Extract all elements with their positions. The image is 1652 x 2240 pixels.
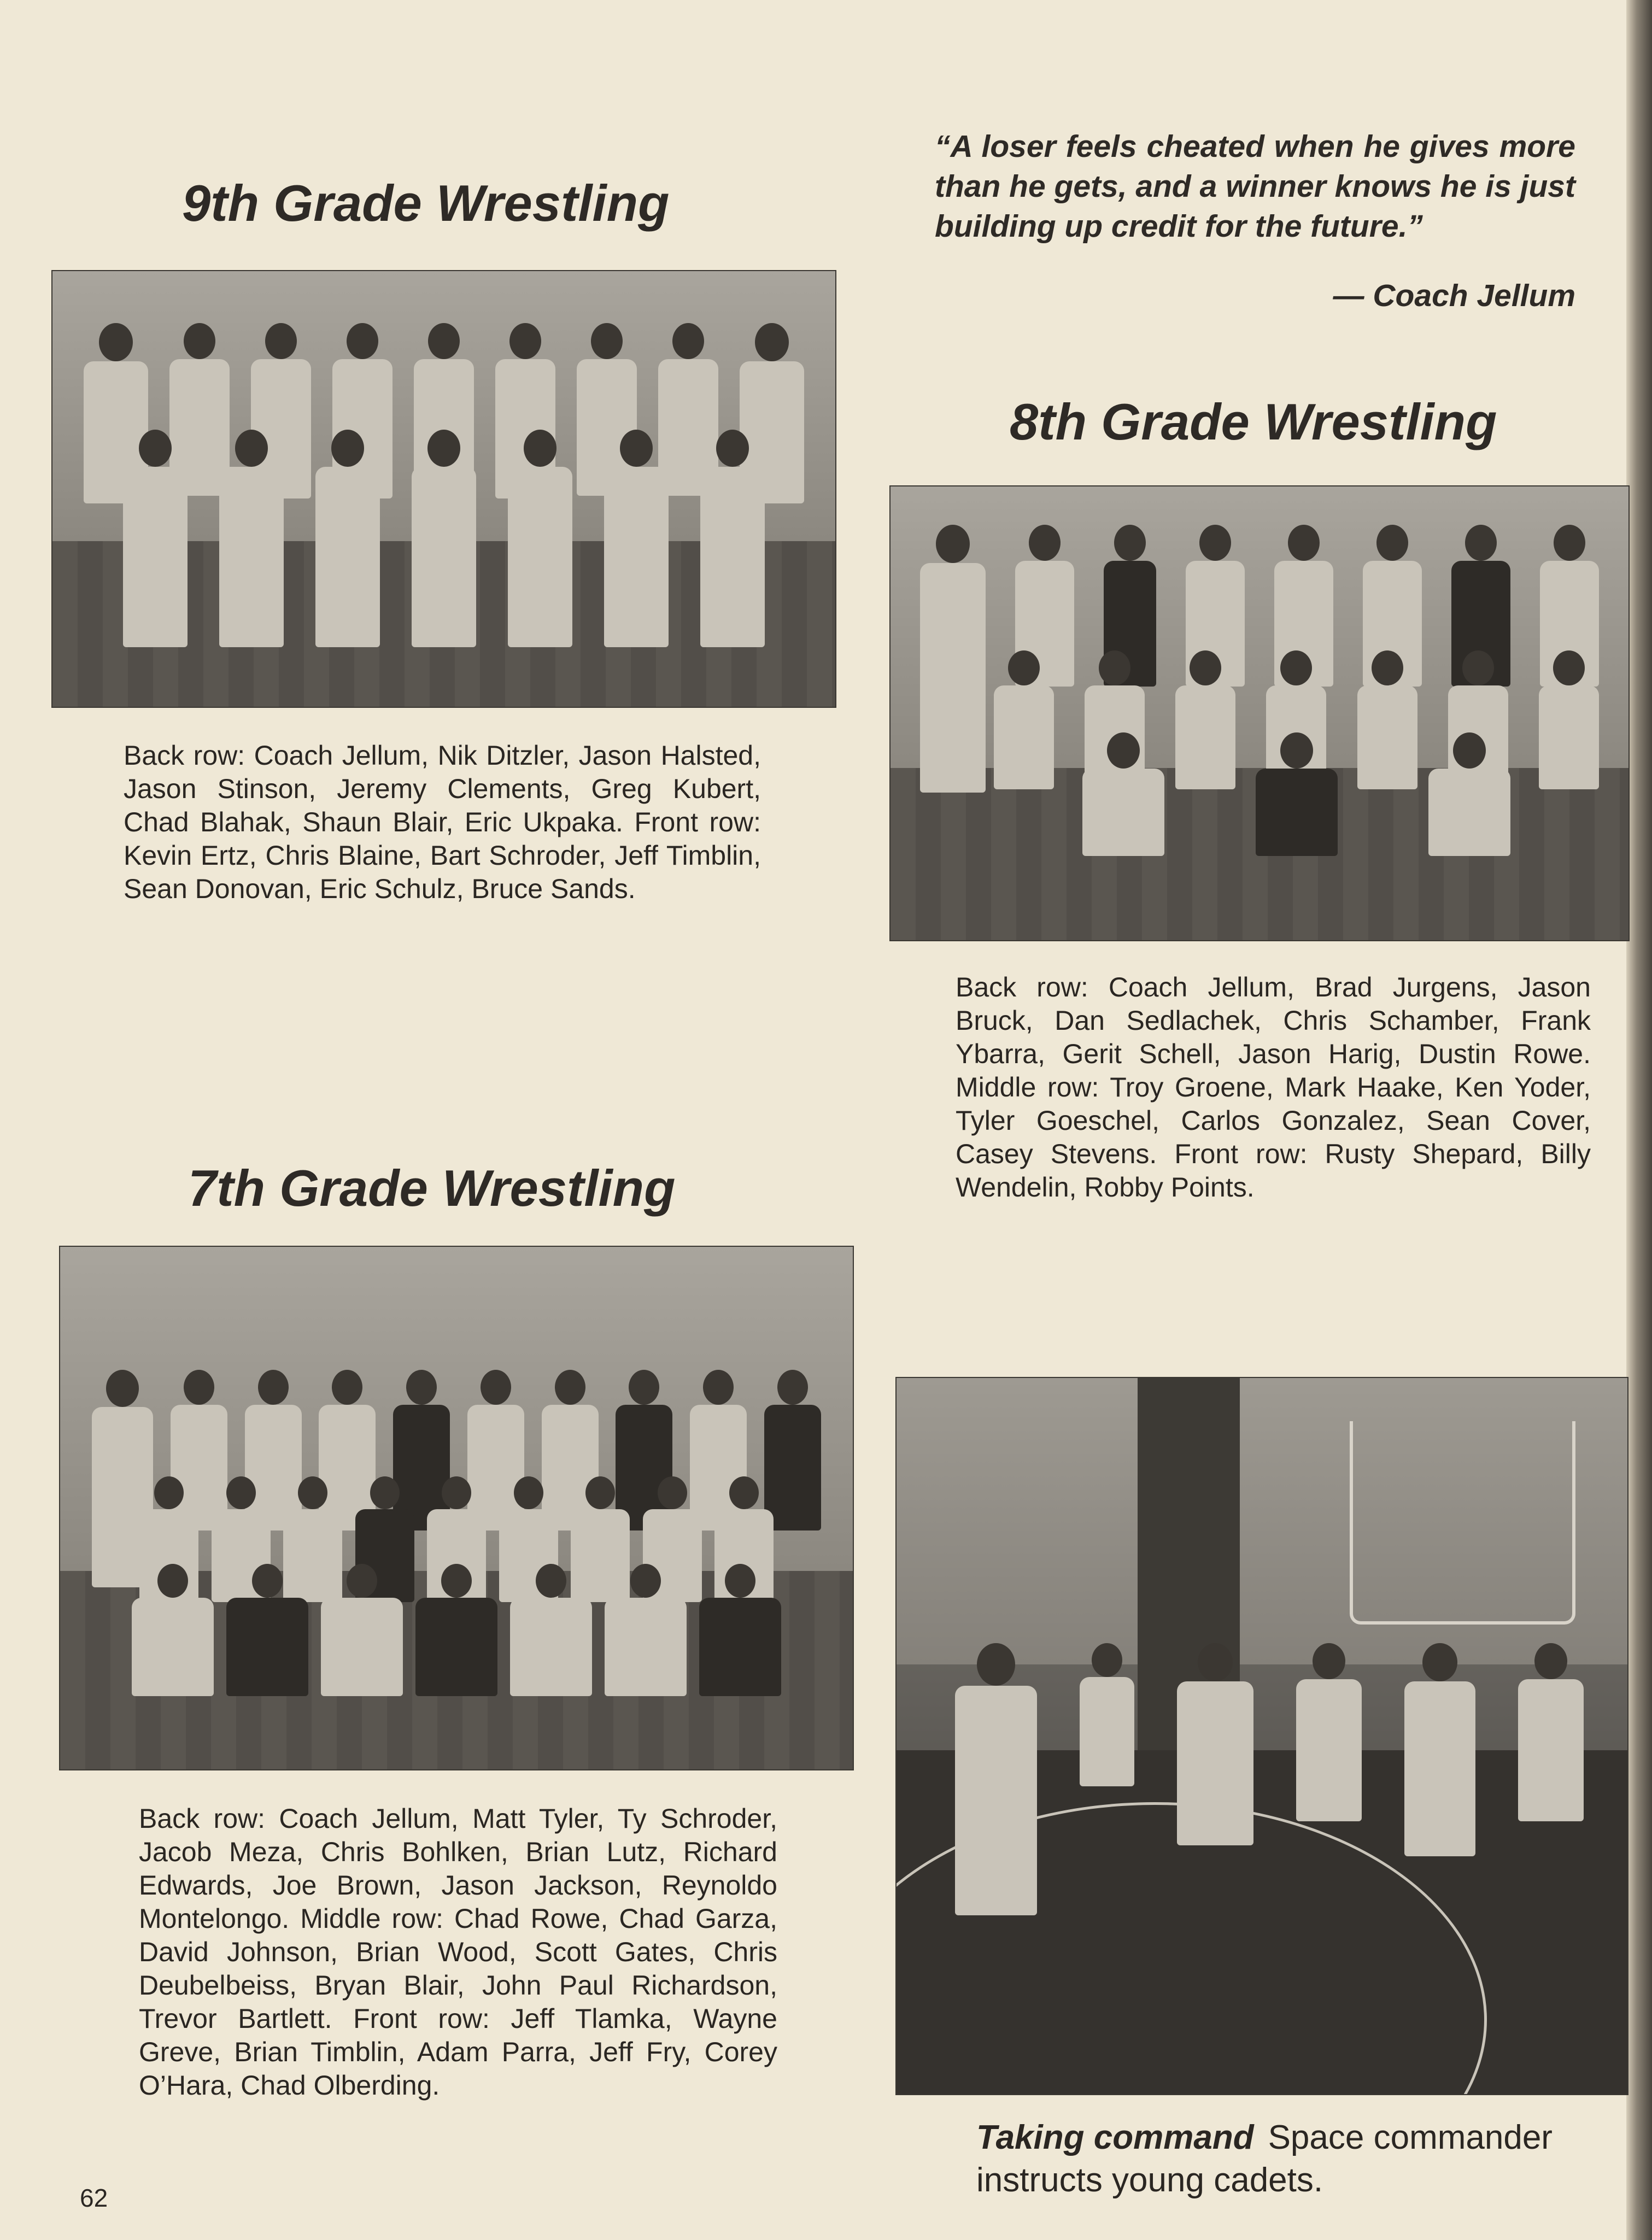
coach-quote-text: “A loser feels cheated when he gives more than he gets, and a winner knows he is just building up credit for the future.” [935,129,1575,244]
feature-caption-text: Space commander instructs young cadets. [976,2119,1553,2199]
feature-photo-caption [976,2116,1632,2202]
eighth-grade-heading: 8th Grade Wrestling [1010,393,1497,450]
quote-attribution: — Coach Jellum [1333,278,1575,313]
seventh-grade-caption: Back row: Coach Jellum, Matt Tyler, Ty Schroder, Jacob Meza, Chris Bohlken, Brian Lutz, Richard Edwards, Joe Brown, Jason Jackson, Reynoldo Montelongo. Middle row: Chad Rowe, Chad Garza, David Johnson, Brian Wood, Scott Gates, Chris Deubelbeiss, Bryan Blair, John Paul Richardson, Trevor Bartlett. Front row: Jeff Tlamka, Wayne Greve, Brian Timblin, Adam Parra, Jeff Fry, Corey O’Hara, Chad Olberding. [139,1803,777,2101]
book-spine-shadow [1626,0,1652,2240]
ninth-grade-team-photo [51,270,836,708]
seventh-grade-team-photo [59,1246,854,1770]
page-number: 62 [80,2184,108,2212]
ninth-grade-caption: Back row: Coach Jellum, Nik Ditzler, Jason Halsted, Jason Stinson, Jeremy Clements, Greg Kubert, Chad Blahak, Shaun Blair, Eric Ukpaka. Front row: Kevin Ertz, Chris Blaine, Bart Schroder, Jeff Timblin, Sean Donovan, Eric Schulz, Bruce Sands. [124,740,761,904]
eighth-grade-caption: Back row: Coach Jellum, Brad Jurgens, Jason Bruck, Dan Sedlachek, Chris Schamber, Frank Ybarra, Gerit Schell, Jason Harig, Dustin Rowe. Middle row: Troy Groene, Mark Haake, Ken Yoder, Tyler Goeschel, Carlos Gonzalez, Sean Cover, Casey Stevens. Front row: Rusty Shepard, Billy Wendelin, Robby Points. [956,972,1591,1203]
eighth-grade-team-photo [889,485,1630,941]
coach-quote [935,127,1575,247]
seventh-grade-heading: 7th Grade Wrestling [188,1159,676,1217]
ninth-grade-heading: 9th Grade Wrestling [182,174,670,232]
feature-caption-lead: Taking command [976,2119,1254,2156]
feature-gym-photo [895,1377,1628,2095]
